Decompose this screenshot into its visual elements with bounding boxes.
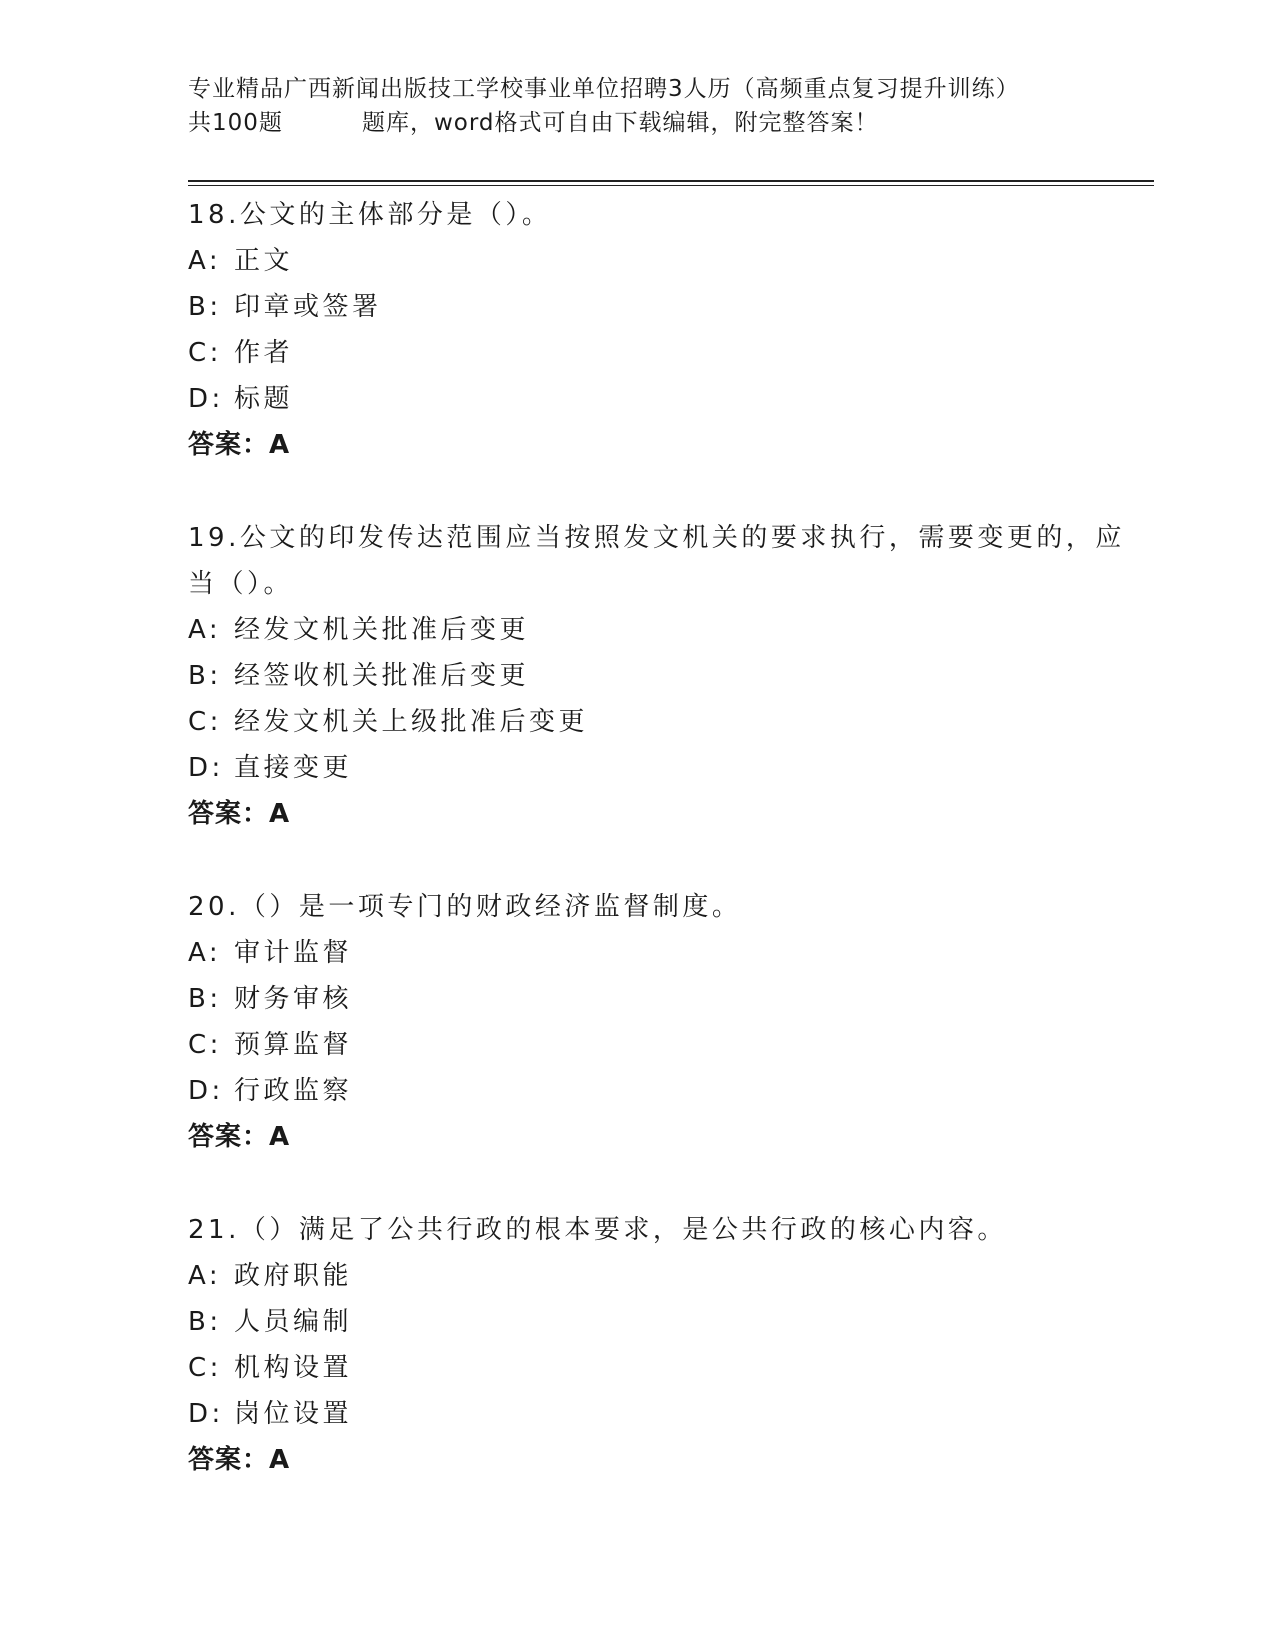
option-letter: B: (188, 1307, 222, 1337)
option-text: 作者 (234, 338, 294, 368)
option-a (188, 238, 1148, 284)
option-c (188, 1022, 1148, 1068)
option-d (188, 745, 1148, 791)
option-text: 经签收机关批准后变更 (234, 661, 530, 691)
option-text: 经发文机关批准后变更 (234, 615, 530, 645)
option-letter: C: (188, 1030, 222, 1060)
option-c (188, 330, 1148, 376)
option-c (188, 699, 1148, 745)
option-text: 正文 (234, 246, 294, 276)
option-letter: A: (188, 938, 222, 968)
question-18 (188, 192, 1148, 468)
question-21 (188, 1207, 1148, 1483)
header-divider-thin (188, 185, 1154, 186)
option-letter: C: (188, 707, 222, 737)
answer-line: 答案：A (188, 1122, 291, 1152)
option-text: 人员编制 (234, 1307, 353, 1337)
header-title-line: 专业精品广西新闻出版技工学校事业单位招聘3人历（高频重点复习提升训练） (188, 76, 1020, 102)
option-letter: C: (188, 1353, 222, 1383)
option-letter: D: (188, 1076, 224, 1106)
question-stem: 19.公文的印发传达范围应当按照发文机关的要求执行，需要变更的，应当（）。 (188, 523, 1125, 599)
option-text: 经发文机关上级批准后变更 (234, 707, 589, 737)
option-b (188, 976, 1148, 1022)
option-text: 标题 (234, 384, 294, 414)
option-letter: A: (188, 246, 222, 276)
question-count: 共100题 (188, 110, 283, 136)
option-text: 政府职能 (234, 1261, 353, 1291)
option-a (188, 607, 1148, 653)
option-a (188, 930, 1148, 976)
header-divider-thick (188, 180, 1154, 182)
option-text: 行政监察 (234, 1076, 353, 1106)
option-letter: B: (188, 984, 222, 1014)
option-text: 审计监督 (234, 938, 353, 968)
option-d (188, 1068, 1148, 1114)
question-list (188, 192, 1148, 1530)
question-stem: 20.（）是一项专门的财政经济监督制度。 (188, 892, 742, 922)
option-b (188, 1299, 1148, 1345)
option-letter: D: (188, 1399, 224, 1429)
question-stem: 21.（）满足了公共行政的根本要求，是公共行政的核心内容。 (188, 1215, 1007, 1245)
option-text: 印章或签署 (234, 292, 382, 322)
option-a (188, 1253, 1148, 1299)
option-letter: B: (188, 292, 222, 322)
option-b (188, 653, 1148, 699)
option-c (188, 1345, 1148, 1391)
option-text: 直接变更 (234, 753, 353, 783)
option-text: 预算监督 (234, 1030, 353, 1060)
document-header (188, 72, 1148, 140)
option-letter: D: (188, 384, 224, 414)
question-19 (188, 515, 1148, 837)
header-description: 题库，word格式可自由下载编辑，附完整答案！ (362, 110, 879, 136)
option-d (188, 1391, 1148, 1437)
option-d (188, 376, 1148, 422)
option-letter: A: (188, 1261, 222, 1291)
answer-line: 答案：A (188, 430, 291, 460)
option-text: 机构设置 (234, 1353, 353, 1383)
option-text: 财务审核 (234, 984, 353, 1014)
option-letter: C: (188, 338, 222, 368)
option-text: 岗位设置 (234, 1399, 353, 1429)
answer-line: 答案：A (188, 799, 291, 829)
question-20 (188, 884, 1148, 1160)
question-stem: 18.公文的主体部分是（）。 (188, 200, 552, 230)
header-subtitle-line (188, 106, 1148, 140)
answer-line: 答案：A (188, 1445, 291, 1475)
option-b (188, 284, 1148, 330)
option-letter: D: (188, 753, 224, 783)
option-letter: A: (188, 615, 222, 645)
option-letter: B: (188, 661, 222, 691)
